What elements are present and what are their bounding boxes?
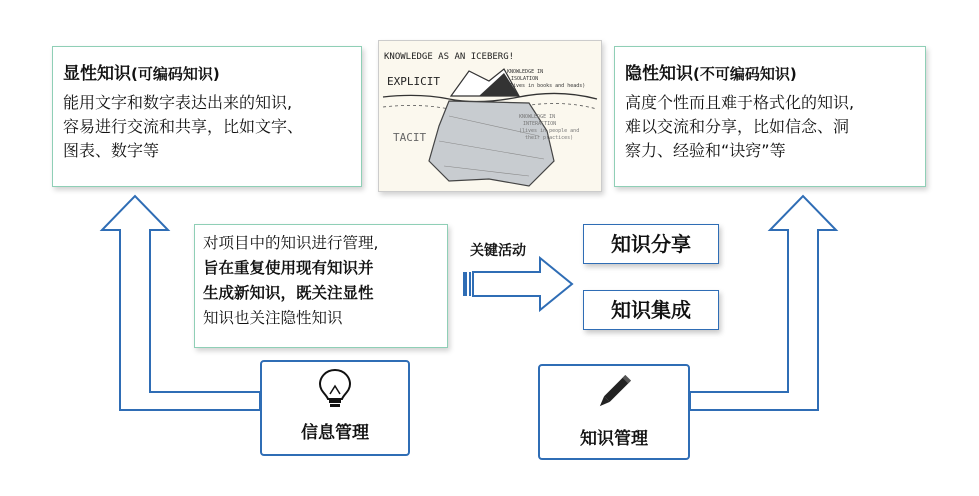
pencil-icon xyxy=(592,370,636,414)
explicit-description: 能用文字和数字表达出来的知识, 容易进行交流和共享，比如文字、 图表、数字等 xyxy=(63,93,304,160)
center-description: 对项目中的知识进行管理, 旨在重复使用现有知识并 生成新知识，既关注显性 知识也关注隐性知识 xyxy=(203,234,379,327)
svg-text:their practices): their practices) xyxy=(525,135,574,141)
tacit-description: 高度个性而且难于格式化的知识, 难以交流和分享，比如信念、洞 察力、经验和“诀窍”等 xyxy=(625,93,855,160)
center-description-card xyxy=(194,224,448,348)
tacit-knowledge-card xyxy=(614,46,926,187)
key-activity-arrow xyxy=(463,258,572,310)
activity-knowledge-integration: 知识集成 xyxy=(583,290,719,330)
svg-text:(lives in people and: (lives in people and xyxy=(519,128,580,134)
svg-text:ISOLATION: ISOLATION xyxy=(511,76,539,82)
info-management-box xyxy=(260,360,410,456)
knowledge-management-label: 知识管理 xyxy=(580,429,648,449)
knowledge-management-box xyxy=(538,364,690,460)
iceberg-illustration xyxy=(379,41,601,191)
svg-text:(lives in books and heads): (lives in books and heads) xyxy=(507,83,586,89)
activity-knowledge-sharing: 知识分享 xyxy=(583,224,719,264)
key-activities-label: 关键活动 xyxy=(470,243,526,259)
svg-text:KNOWLEDGE IN: KNOWLEDGE IN xyxy=(519,114,556,120)
iceberg-heading: KNOWLEDGE AS AN ICEBERG! xyxy=(384,52,515,62)
info-management-label: 信息管理 xyxy=(301,423,369,443)
lightbulb-icon xyxy=(315,366,355,408)
svg-text:INTERACTION: INTERACTION xyxy=(523,121,557,127)
svg-text:KNOWLEDGE IN: KNOWLEDGE IN xyxy=(507,69,544,75)
tacit-title: 隐性知识(不可编码知识) xyxy=(625,64,797,84)
iceberg-tacit-label: TACIT xyxy=(393,131,427,144)
iceberg-image xyxy=(378,40,602,192)
iceberg-explicit-label: EXPLICIT xyxy=(387,75,440,88)
explicit-knowledge-card xyxy=(52,46,362,187)
explicit-title: 显性知识(可编码知识) xyxy=(63,64,220,84)
